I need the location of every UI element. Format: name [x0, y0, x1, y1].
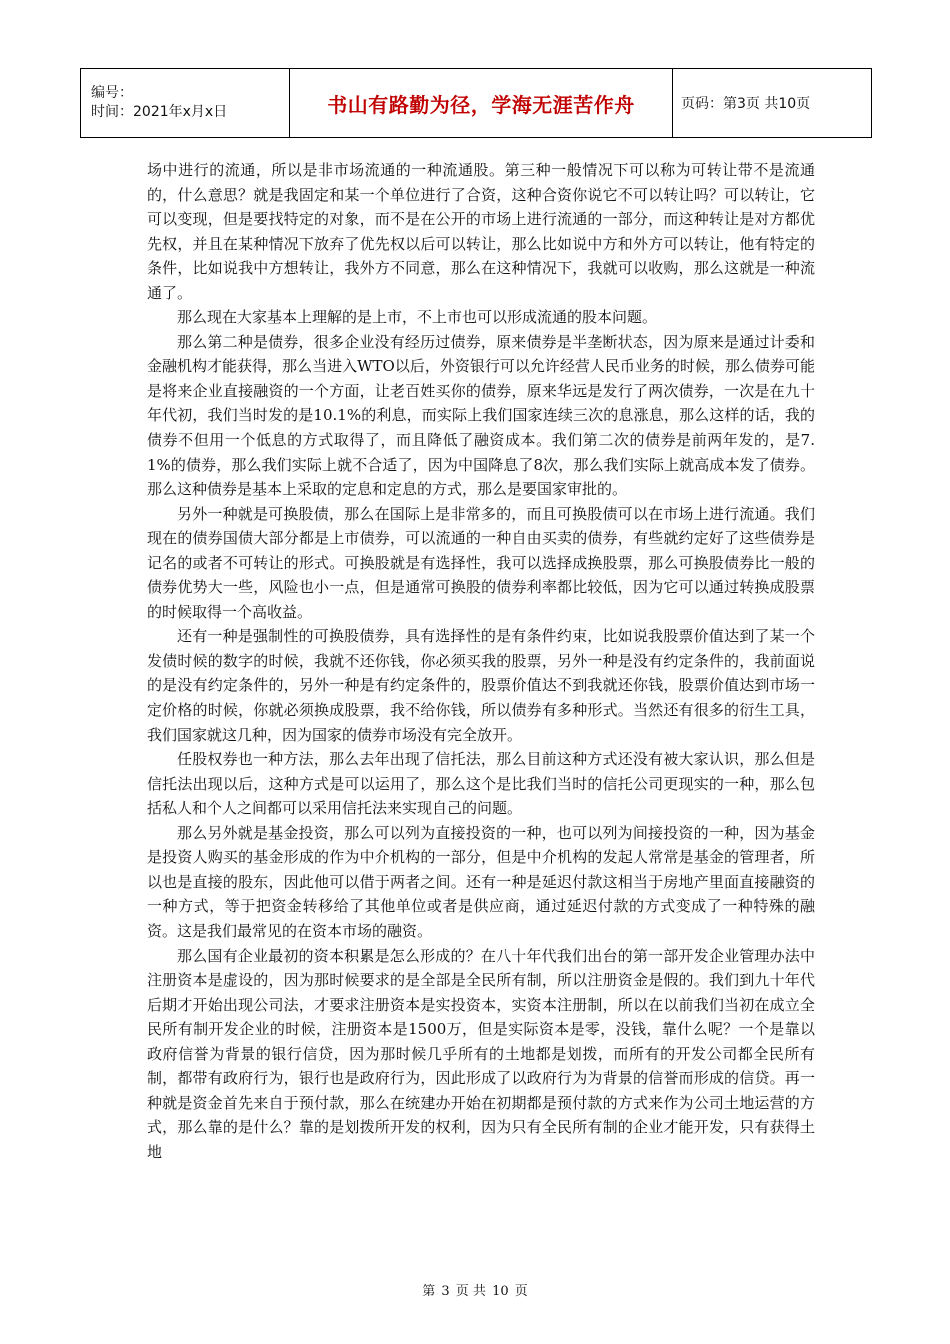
document-date-label: 时间：2021年x月x日 [91, 104, 228, 120]
footer-suffix: 页 [514, 1284, 528, 1299]
body-paragraph: 那么另外就是基金投资，那么可以列为直接投资的一种，也可以列为间接投资的一种，因为基金是投资人购买的基金形成的作为中介机构的一部分，但是中介机构的发起人常常是基金的管理者，所以也是直接的股东，因此他可以借于两者之间。还有一种是延迟付款这相当于房地产里面直接融资的一种方式，等于把资金转移给了其他单位或者是供应商，通过延迟付款的方式变成了一种特殊的融资。这是我们最常见的在资本市场的融资。 [147, 823, 815, 940]
header-page-info: 页码：第3页 共10页 [673, 69, 872, 138]
footer-total-pages: 10 [492, 1284, 509, 1299]
page-footer [0, 1280, 950, 1299]
body-paragraph: 场中进行的流通，所以是非市场流通的一种流通股。第三种一般情况下可以称为可转让带不是流通的，什么意思？就是我固定和某一个单位进行了合资，这种合资你说它不可以转让吗？可以转让，它可以变现，但是要找特定的对象，而不是在公开的市场上进行流通的一部分，而这种转让是对方都优先权，并且在某种情况下放弃了优先权以后可以转让，那么比如说中方和外方可以转让，他有特定的条件，比如说我中方想转让，我外方不同意，那么在这种情况下，我就可以收购，那么这就是一种流通了。 [147, 161, 815, 302]
body-paragraph: 那么第二种是债券，很多企业没有经历过债券，原来债券是半垄断状态，因为原来是通过计委和金融机构才能获得，那么当进入WTO以后，外资银行可以允许经营人民币业务的时候，那么债券可能是将来企业直接融资的一个方面，让老百姓买你的债券，原来华远是发行了两次债券，一次是在九十年代初，我们当时发的是10.1%的利息，而实际上我们国家连续三次的息涨息，那么这样的话，我的债券不但用一个低息的方式取得了，而且降低了融资成本。我们第二次的债券是前两年发的，是7.1%的债券，那么我们实际上就不合适了，因为中国降息了8次，那么我们实际上就高成本发了债券。那么这种债券是基本上采取的定息和定息的方式，那么是要国家审批的。 [147, 332, 815, 499]
body-paragraph: 那么现在大家基本上理解的是上市，不上市也可以形成流通的股本问题。 [177, 308, 658, 327]
header-meta-cell [81, 69, 290, 138]
footer-current-page: 3 [441, 1284, 450, 1299]
footer-prefix: 第 [422, 1284, 436, 1299]
header-motto: 书山有路勤为径，学海无涯苦作舟 [290, 69, 673, 138]
body-paragraph: 那么国有企业最初的资本积累是怎么形成的？在八十年代我们出台的第一部开发企业管理办法中注册资本是虚设的，因为那时候要求的是全部是全民所有制，所以注册资金是假的。我们到九十年代后期才开始出现公司法，才要求注册资本是实投资本，实资本注册制，所以在以前我们当初在成立全民所有制开发企业的时候，注册资本是1500万，但是实际资本是零，没钱，靠什么呢？一个是靠以政府信誉为背景的银行信贷，因为那时候几乎所有的土地都是划拨，而所有的开发公司都全民所有制，都带有政府行为，银行也是政府行为，因此形成了以政府行为为背景的信誉而形成的信贷。再一种就是资金首先来自于预付款，那么在统建办开始在初期都是预付款的方式来作为公司土地运营的方式，那么靠的是什么？靠的是划拨所开发的权利，因为只有全民所有制的企业才能开发，只有获得土地 [147, 946, 815, 1161]
body-paragraph: 任股权券也一种方法，那么去年出现了信托法，那么目前这种方式还没有被大家认识，那么但是信托法出现以后，这种方式是可以运用了，那么这个是比我们当时的信托公司更现实的一种，那么包括私人和个人之间都可以采用信托法来实现自己的问题。 [147, 750, 815, 818]
body-paragraph: 还有一种是强制性的可换股债券，具有选择性的是有条件约束，比如说我股票价值达到了某一个发债时候的数字的时候，我就不还你钱，你必须买我的股票，另外一种是没有约定条件的，我前面说的是没有约定条件的，另外一种是有约定条件的，股票价值达不到我就还你钱，股票价值达到市场一定价格的时候，你就必须换成股票，我不给你钱，所以债券有多种形式。当然还有很多的衍生工具，我们国家就这几种，因为国家的债券市场没有完全放开。 [147, 627, 815, 744]
page-header-table [80, 68, 872, 138]
footer-middle: 页 共 [455, 1284, 486, 1299]
body-paragraph: 另外一种就是可换股债，那么在国际上是非常多的，而且可换股债可以在市场上进行流通。我们现在的债券国债大部分都是上市债券，可以流通的一种自由买卖的债券，有些就约定好了这些债券是记名的或者不可转让的形式。可换股就是有选择性，我可以选择成换股票，那么可换股债券比一般的债券优势大一些，风险也小一点，但是通常可换股的债券利率都比较低，因为它可以通过转换成股票的时候取得一个高收益。 [147, 504, 815, 621]
document-number-label: 编号： [91, 85, 133, 101]
document-body [147, 158, 815, 1164]
